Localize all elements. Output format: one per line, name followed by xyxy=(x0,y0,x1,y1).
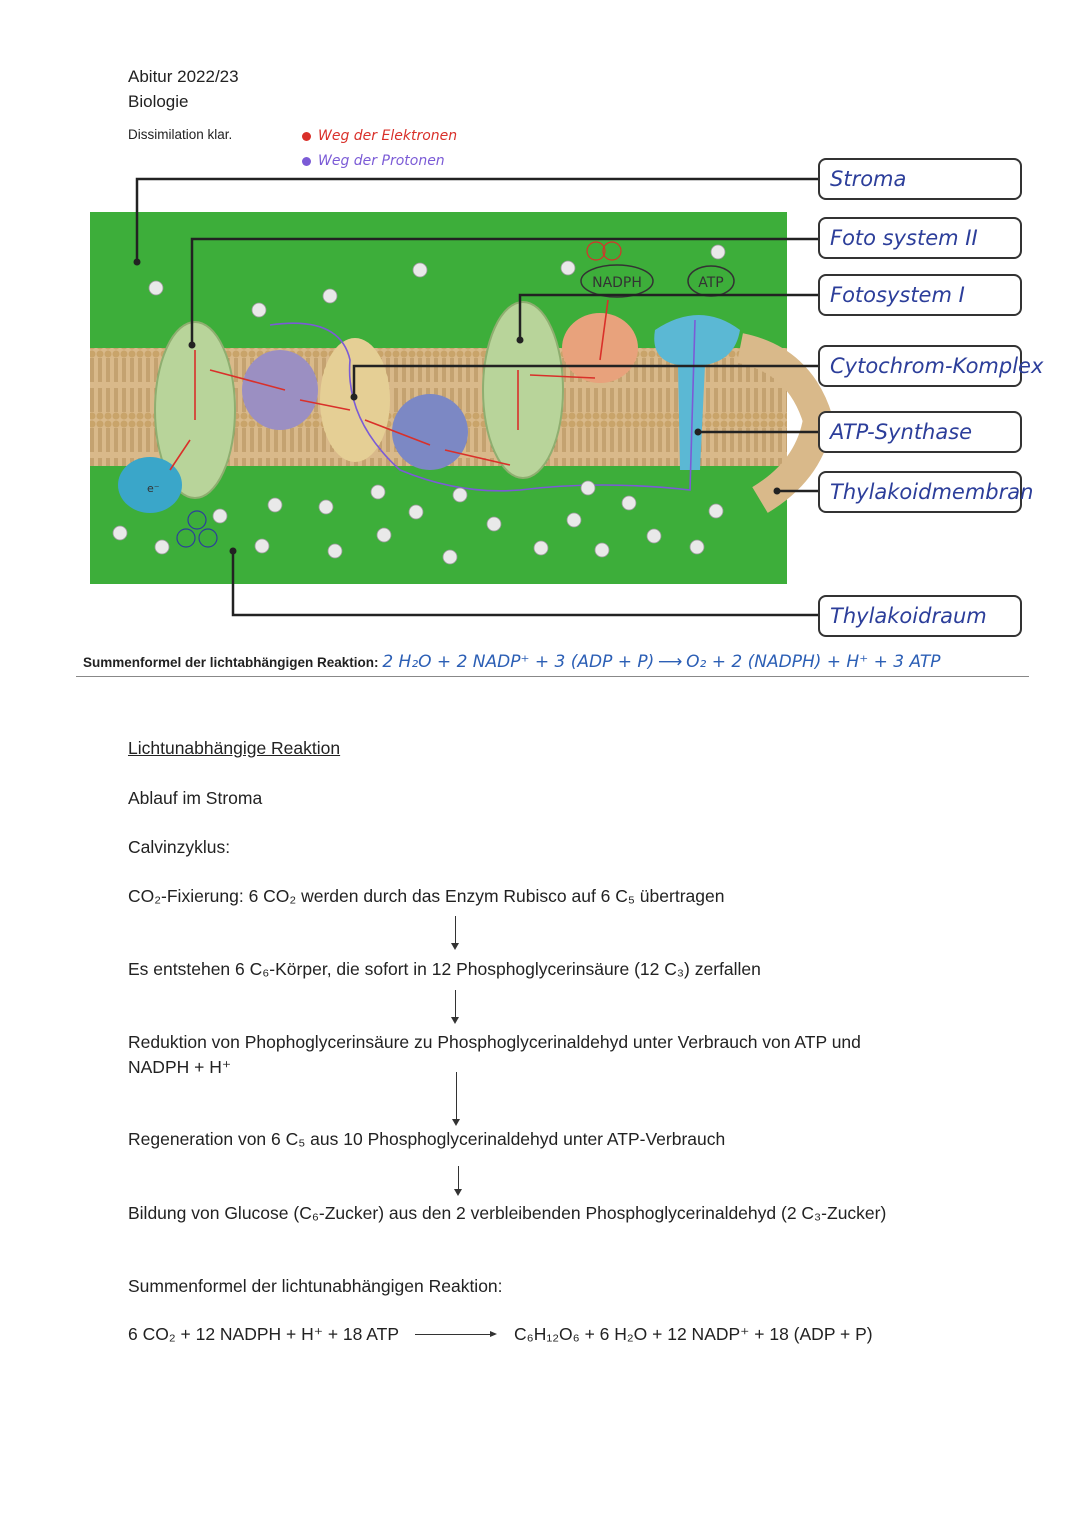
location-text: Ablauf im Stroma xyxy=(128,788,263,808)
label-thylakoid-lumen: Thylakoidraum xyxy=(818,595,1022,637)
label-stroma: Stroma xyxy=(818,158,1022,200)
legend-electrons-label: Weg der Elektronen xyxy=(318,128,458,144)
step-1: CO₂-Fixierung: 6 CO₂ werden durch das Enzym Rubisco auf 6 C₅ übertragen xyxy=(128,886,725,906)
header-topic: Dissimilation klar. xyxy=(128,127,233,142)
light-reaction-label: Summenformel der lichtabhängigen Reaktion: xyxy=(83,655,379,670)
arrow-down-icon xyxy=(456,1072,457,1124)
step-4: Regeneration von 6 C₅ aus 10 Phosphoglycerinaldehyd unter ATP-Verbrauch xyxy=(128,1129,726,1149)
divider xyxy=(76,676,1029,677)
label-photosystem-2: Foto system II xyxy=(818,217,1022,259)
step-5: Bildung von Glucose (C₆-Zucker) aus den 2 verbleibenden Phosphoglycerinaldehyd (2 C₃-Zucker) xyxy=(128,1203,887,1223)
light-reaction-formula xyxy=(83,652,940,672)
photosystem-1-shape xyxy=(483,302,563,478)
arrow-down-icon xyxy=(455,990,456,1022)
header-subject: Biologie xyxy=(128,92,189,111)
label-photosystem-1: Fotosystem I xyxy=(818,274,1022,316)
step-2: Es entstehen 6 C₆-Körper, die sofort in 12 Phosphoglycerinsäure (12 C₃) zerfallen xyxy=(128,959,761,979)
nadph-label: NADPH xyxy=(592,275,642,291)
light-reaction-arrow: ⟶ xyxy=(658,652,683,672)
light-reaction-products: O₂ + 2 (NADPH) + H⁺ + 3 ATP xyxy=(686,652,941,672)
plastoquinone-shape xyxy=(242,350,318,430)
arrow-right-icon xyxy=(415,1334,495,1335)
sum-left: 6 CO₂ + 12 NADPH + H⁺ + 18 ATP xyxy=(128,1324,400,1344)
arrow-down-icon xyxy=(455,916,456,948)
label-atp-synthase: ATP-Synthase xyxy=(818,411,1022,453)
legend-protons-label: Weg der Protonen xyxy=(318,153,445,169)
header-year: Abitur 2022/23 xyxy=(128,67,239,86)
light-reaction-educts: 2 H₂O + 2 NADP⁺ + 3 (ADP + P) xyxy=(382,652,655,672)
ferredoxin-shape xyxy=(562,313,638,383)
step-3: Reduktion von Phophoglycerinsäure zu Phosphoglycerinaldehyd unter Verbrauch von ATP und xyxy=(128,1032,861,1052)
sum-label: Summenformel der lichtunabhängigen Reaktion: xyxy=(128,1276,503,1296)
sum-right: C₆H₁₂O₆ + 6 H₂O + 12 NADP⁺ + 18 (ADP + P) xyxy=(514,1324,873,1344)
electron-label: e⁻ xyxy=(147,482,160,495)
plastocyanin-shape xyxy=(392,394,468,470)
label-cytochrom: Cytochrom-Komplex xyxy=(818,345,1022,387)
label-thylakoid-membrane: Thylakoidmembran xyxy=(818,471,1022,513)
arrow-down-icon xyxy=(458,1166,459,1194)
step-3-cont: NADPH + H⁺ xyxy=(128,1057,232,1077)
section-heading: Lichtunabhängige Reaktion xyxy=(128,738,341,758)
cycle-title: Calvinzyklus: xyxy=(128,837,231,857)
atp-label: ATP xyxy=(698,275,724,291)
